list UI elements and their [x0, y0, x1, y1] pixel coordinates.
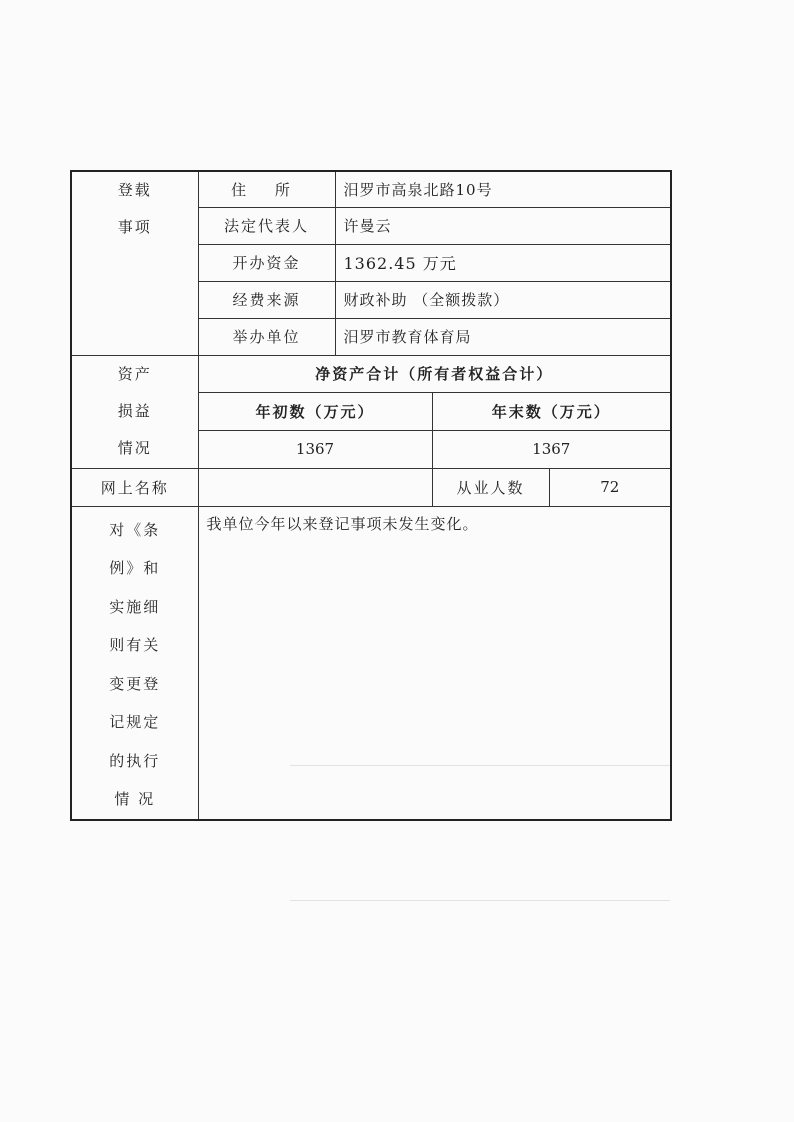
label-line: 则有关 [109, 636, 161, 654]
label-line: 情况 [117, 439, 152, 457]
label-line: 事项 [117, 218, 152, 236]
bleed-through-rule [290, 900, 670, 901]
online-name-value [198, 468, 432, 506]
registration-section-label [71, 171, 198, 355]
execution-section-label [71, 506, 198, 820]
sponsor-value: 汨罗市教育体育局 [335, 318, 671, 355]
capital-label: 开办资金 [198, 244, 335, 281]
label-line: 损益 [117, 402, 152, 420]
year-end-value: 1367 [432, 430, 671, 468]
label-line: 资产 [117, 365, 152, 383]
address-value: 汨罗市高泉北路10号 [335, 171, 671, 207]
year-end-header: 年末数（万元） [432, 392, 671, 430]
sponsor-label: 举办单位 [198, 318, 335, 355]
staff-count-value: 72 [549, 468, 671, 506]
label-line: 变更登 [109, 674, 161, 693]
label-line: 例》和 [109, 559, 161, 577]
net-assets-header: 净资产合计（所有者权益合计） [198, 355, 671, 392]
funding-source-value: 财政补助 （全额拨款） [335, 281, 671, 318]
year-begin-header: 年初数（万元） [198, 392, 432, 430]
year-begin-value: 1367 [198, 430, 432, 468]
legal-rep-label: 法定代表人 [198, 207, 335, 244]
label-line: 情 况 [114, 790, 156, 808]
label-line: 记规定 [109, 713, 161, 731]
address-label: 住 所 [198, 171, 335, 207]
assets-section-label [71, 355, 198, 468]
execution-text: 我单位今年以来登记事项未发生变化。 [206, 514, 479, 533]
staff-count-label: 从业人数 [432, 468, 549, 506]
online-name-label: 网上名称 [71, 468, 198, 506]
capital-value: 1362.45 万元 [335, 244, 671, 281]
label-line: 对《条 [109, 520, 161, 539]
label-line: 登载 [117, 181, 152, 199]
legal-rep-value: 许曼云 [335, 207, 671, 244]
label-line: 实施细 [109, 597, 161, 616]
funding-source-label: 经费来源 [198, 281, 335, 318]
execution-content [198, 506, 671, 820]
label-line: 的执行 [109, 751, 161, 770]
registration-report-table [70, 170, 672, 821]
